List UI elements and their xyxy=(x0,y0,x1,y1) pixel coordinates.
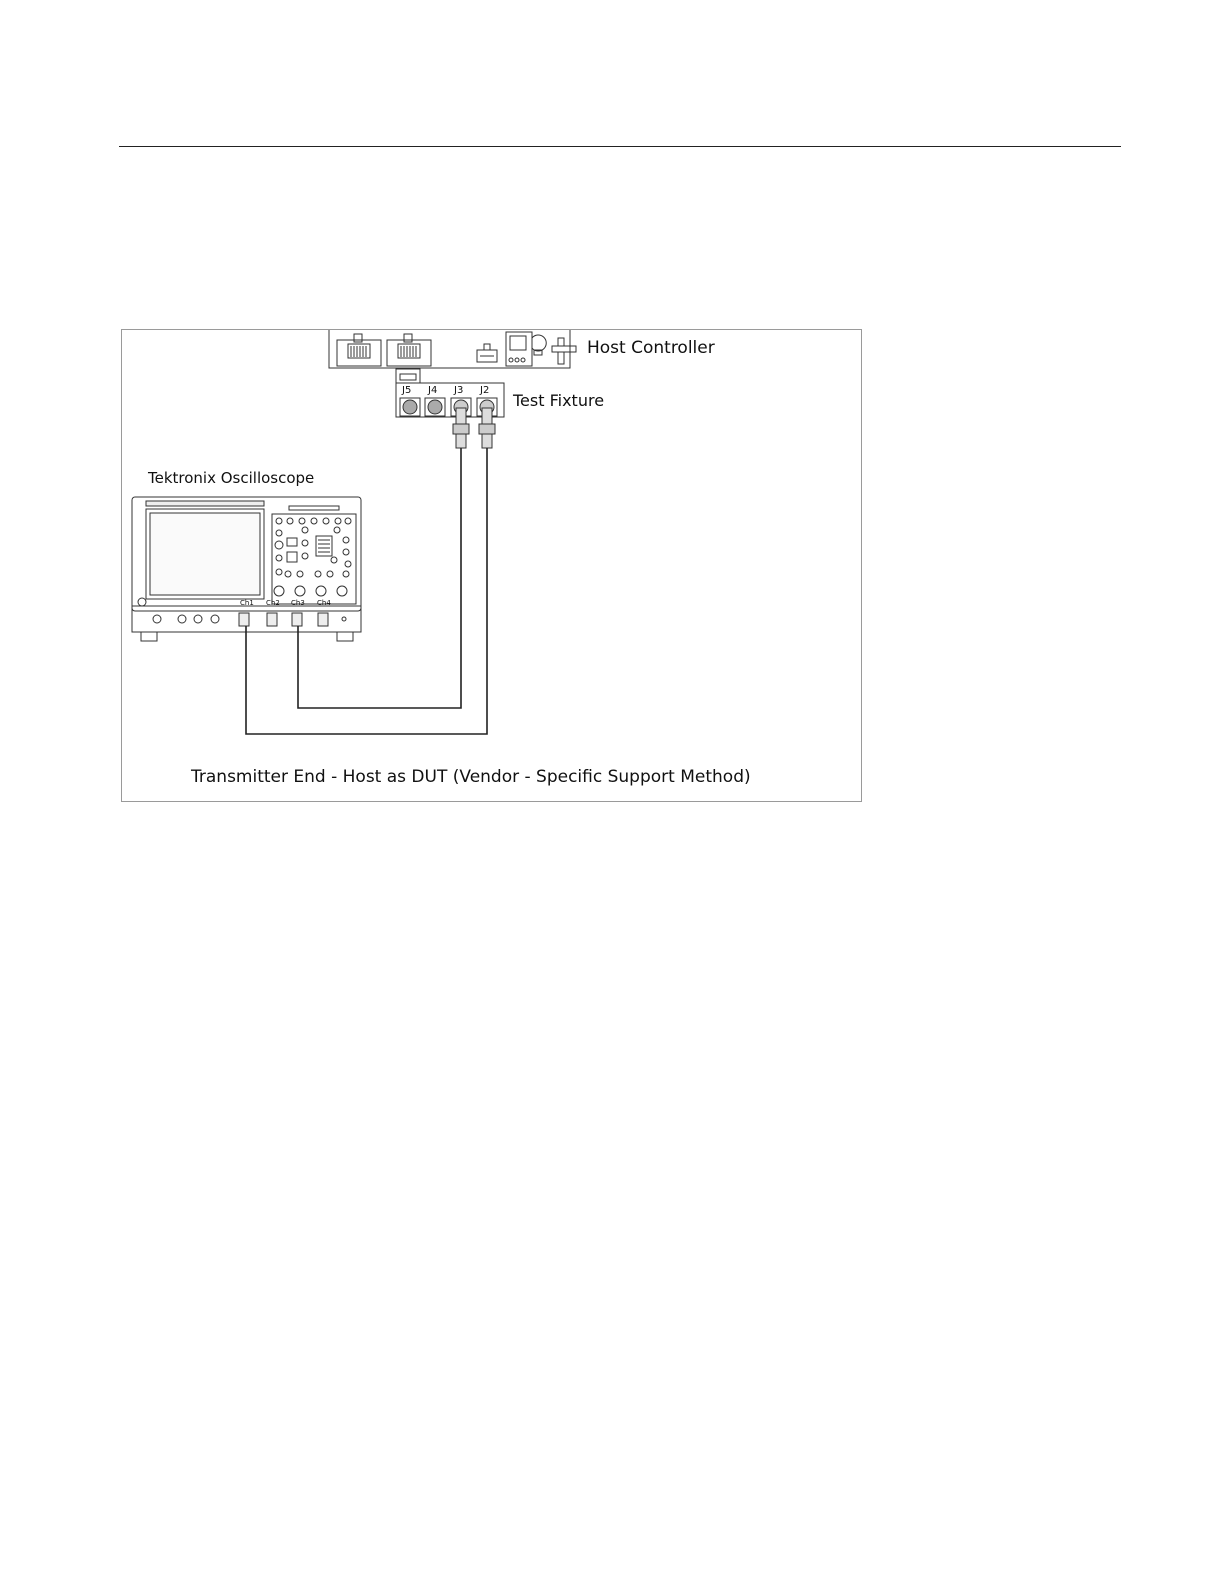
host-controller-label: Host Controller xyxy=(587,338,715,358)
sma-cable-head-j2 xyxy=(479,408,495,448)
cable-j2-to-ch1 xyxy=(246,448,487,734)
sma-cable-head-j3 xyxy=(453,408,469,448)
scope-channel-ch4-label: Ch4 xyxy=(317,599,331,607)
header-rule xyxy=(119,146,1121,147)
scope-channel-ch1-label: Ch1 xyxy=(240,599,254,607)
scope-channel-ch2-label: Ch2 xyxy=(266,599,280,607)
fixture-port-j4-label: J4 xyxy=(428,385,438,396)
oscilloscope-label: Tektronix Oscilloscope xyxy=(148,469,315,487)
setup-diagram xyxy=(121,329,862,802)
fixture-port-j3-label: J3 xyxy=(454,385,464,396)
fixture-port-j2-label: J2 xyxy=(480,385,490,396)
test-fixture-label: Test Fixture xyxy=(513,391,605,410)
diagram-drawing xyxy=(122,330,863,803)
fixture-port-j5-label: J5 xyxy=(402,385,412,396)
figure-caption: Transmitter End - Host as DUT (Vendor - Specific Support Method) xyxy=(191,767,751,787)
scope-channel-ch3-label: Ch3 xyxy=(291,599,305,607)
cable-j3-to-ch3 xyxy=(298,448,461,708)
oscilloscope-body xyxy=(132,497,361,641)
host-controller-chassis xyxy=(329,330,576,368)
